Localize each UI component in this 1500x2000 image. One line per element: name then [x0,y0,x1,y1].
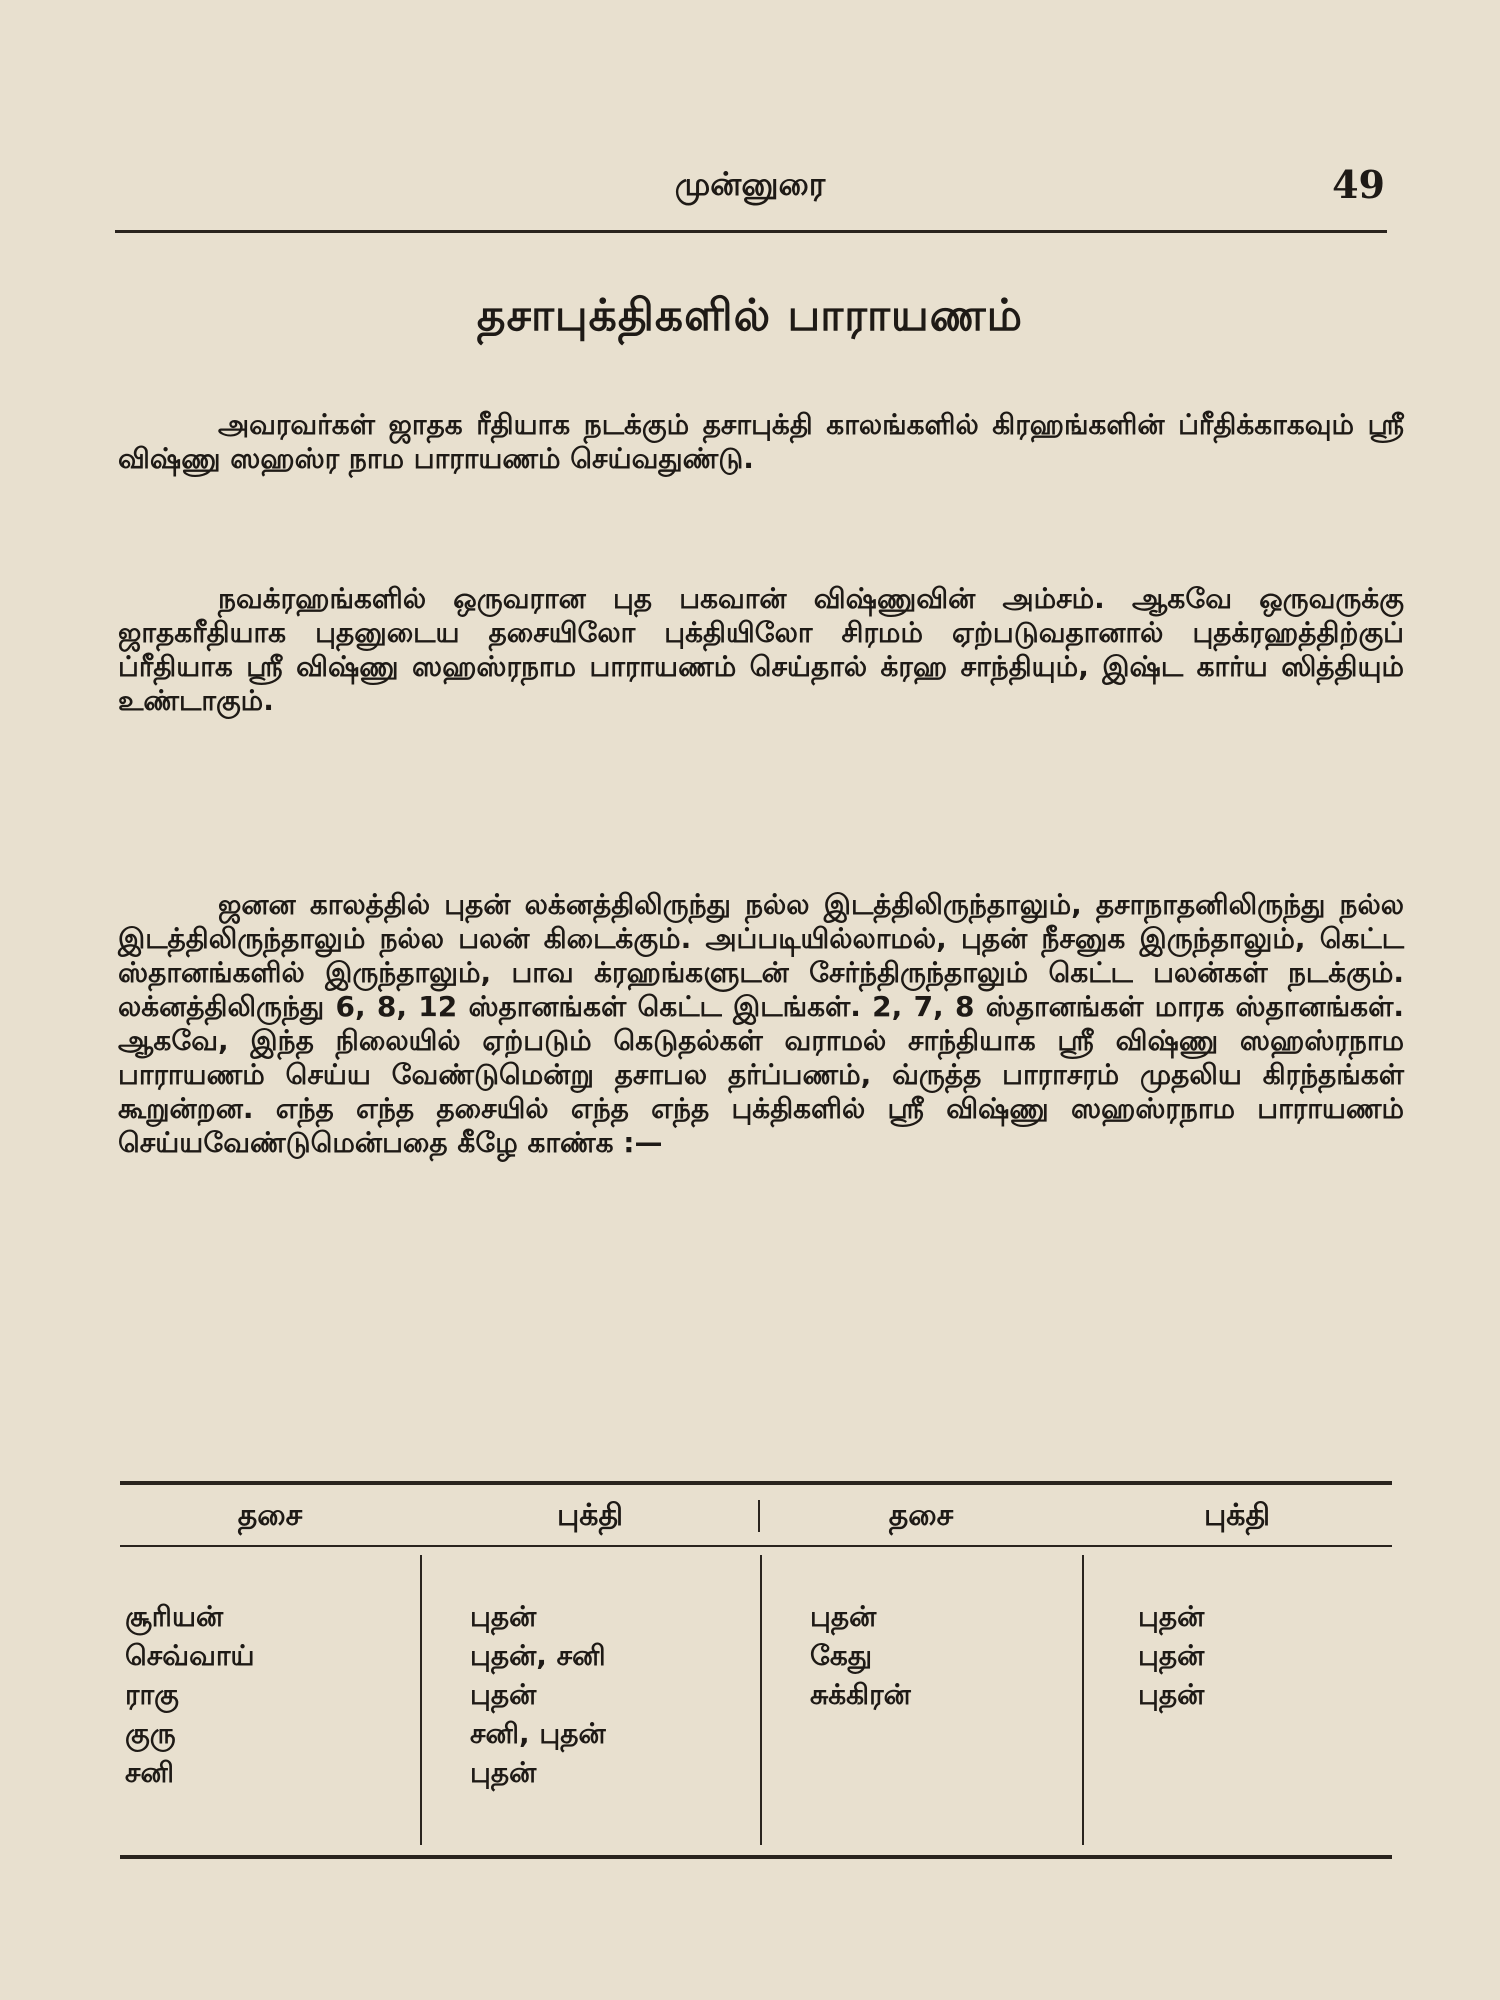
table-cell: சனி, புதன் [470,1717,606,1750]
table-cell: செவ்வாய் [125,1639,255,1672]
table-cell: குரு [125,1717,176,1750]
table-cell: புதன் [810,1600,877,1633]
table-cell: புதன் [470,1600,537,1633]
table-cell: சனி [125,1756,174,1789]
table-bottom-rule [120,1855,1392,1859]
table-top-rule [120,1481,1392,1485]
header-dasha-left: தசை [237,1498,303,1533]
table-cell: புதன் [1138,1678,1205,1711]
chapter-heading: தசாபுக்திகளில் பாராயணம் [476,290,1024,341]
paragraph-intro: அவரவர்கள் ஜாதக ரீதியாக நடக்கும் தசாபுக்தி காலங்களில் கிரஹங்களின் ப்ரீதிக்காகவும் ஸ்ரீ விஷ்ணு ஸஹஸ்ர நாம பாராயணம் செய்வதுண்டு. [118,408,1404,475]
page-header [115,160,1385,230]
header-rule [115,230,1387,233]
paragraph-budha: நவக்ரஹங்களில் ஒருவரான புத பகவான் விஷ்ணுவின் அம்சம். ஆகவே ஒருவருக்கு ஜாதகரீதியாக புதனுடைய தசையிலோ புக்தியிலோ சிரமம் ஏற்படுவதானால் புதக்ரஹத்திற்குப் ப்ரீதியாக ஸ்ரீ விஷ்ணு ஸஹஸ்ரநாம பாராயணம் செய்தால் க்ரஹ சாந்தியும், இஷ்ட கார்ய ஸித்தியும் உண்டாகும். [118,582,1404,717]
table-cell: ராகு [125,1678,179,1711]
header-bhukti-right: புக்தி [1203,1498,1271,1533]
table-cell: சூரியன் [125,1600,224,1633]
table-cell: புதன் [1138,1600,1205,1633]
column-dasha-right [810,1597,911,1714]
column-divider [1082,1555,1084,1845]
column-bhukti-left [470,1597,606,1792]
header-bhukti-left: புக்தி [556,1498,624,1533]
paragraph-janana: ஜனன காலத்தில் புதன் லக்னத்திலிருந்து நல்ல இடத்திலிருந்தாலும், தசாநாதனிலிருந்து நல்ல இடத்திலிருந்தாலும் நல்ல பலன் கிடைக்கும். அப்படியில்லாமல், புதன் நீசனுக இருந்தாலும், கெட்ட ஸ்தானங்களில் இருந்தாலும், பாவ க்ரஹங்களுடன் சேர்ந்திருந்தாலும் கெட்ட பலன்கள் நடக்கும். லக்னத்திலிருந்து 6, 8, 12 ஸ்தானங்கள் கெட்ட இடங்கள். 2, 7, 8 ஸ்தானங்கள் மாரக ஸ்தானங்கள். ஆகவே, இந்த நிலையில் ஏற்படும் கெடுதல்கள் வராமல் சாந்தியாக ஸ்ரீ விஷ்ணு ஸஹஸ்ரநாம பாராயணம் செய்ய வேண்டுமென்று தசாபல தர்ப்பணம், வ்ருத்த பாராசரம் முதலிய கிரந்தங்கள் கூறுன்றன. எந்த எந்த தசையில் எந்த எந்த புக்திகளில் ஸ்ரீ விஷ்ணு ஸஹஸ்ரநாம பாராயணம் செய்யவேண்டுமென்பதை கீழே காண்க :— [118,888,1404,1159]
column-bhukti-right [1138,1597,1204,1714]
table-cell: புதன் [470,1678,537,1711]
table-cell: புதன் [1138,1639,1205,1672]
column-divider [760,1555,762,1845]
running-title: முன்னுரை [674,165,826,203]
column-dasha-left [125,1597,255,1792]
table-header-rule [120,1545,1392,1547]
table-cell: சுக்கிரன் [810,1678,911,1711]
table-cell: புதன் [470,1756,537,1789]
table-cell: புதன், சனி [470,1639,606,1672]
column-divider [420,1555,422,1845]
page-number: 49 [1332,162,1385,207]
header-dasha-right: தசை [888,1498,954,1533]
table-cell: கேது [810,1639,873,1672]
